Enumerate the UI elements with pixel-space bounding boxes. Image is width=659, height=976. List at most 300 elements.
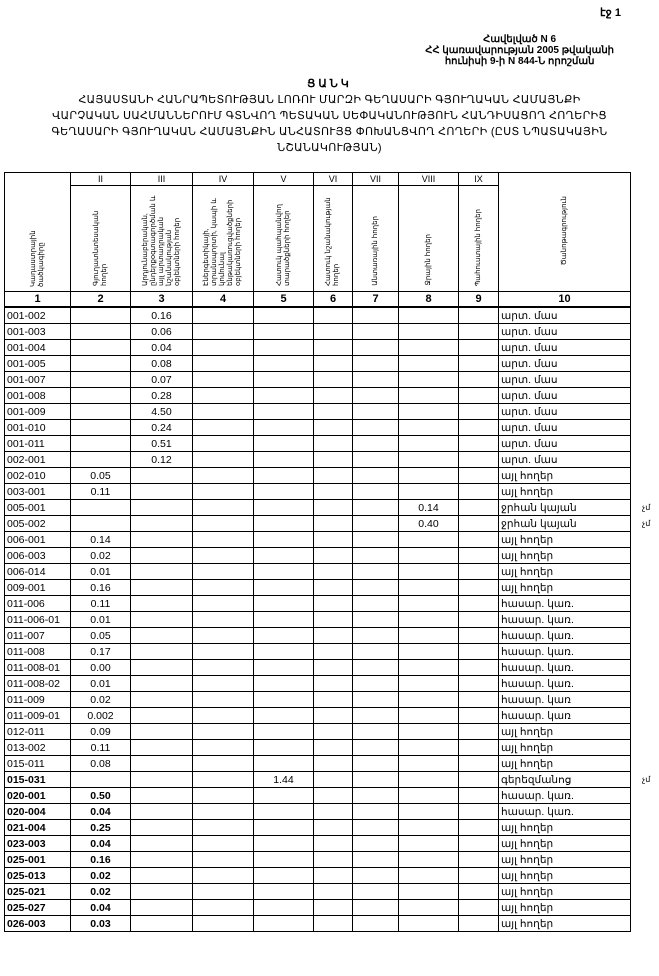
area-value: 0.02 [71, 692, 131, 708]
area-value [399, 756, 459, 772]
area-value [399, 532, 459, 548]
empty-cell [193, 708, 254, 724]
empty-cell [314, 644, 353, 660]
area-value: 0.02 [71, 548, 131, 564]
empty-cell [314, 340, 353, 356]
table-row [5, 516, 631, 532]
area-value [131, 724, 193, 740]
empty-cell [459, 548, 499, 564]
area-value [399, 692, 459, 708]
note-cell: արտ. մաս [499, 388, 631, 404]
header-cell [5, 173, 71, 292]
empty-cell [314, 692, 353, 708]
area-value [131, 644, 193, 660]
area-value [254, 404, 314, 420]
empty-cell [193, 868, 254, 884]
table-row [5, 307, 631, 324]
empty-cell [314, 356, 353, 372]
area-value [131, 884, 193, 900]
empty-cell [314, 580, 353, 596]
note-cell: այլ հողեր [499, 580, 631, 596]
empty-cell [353, 324, 399, 340]
header-cell [254, 186, 314, 292]
empty-cell [459, 708, 499, 724]
cadastral-code: 015-031 [5, 772, 71, 788]
empty-cell [314, 868, 353, 884]
cadastral-code: 005-002 [5, 516, 71, 532]
area-value [254, 436, 314, 452]
table-row [5, 836, 631, 852]
area-value: 0.01 [71, 564, 131, 580]
area-value: 0.01 [71, 676, 131, 692]
area-value: 0.50 [71, 788, 131, 804]
empty-cell [193, 740, 254, 756]
table-row [5, 724, 631, 740]
area-value [254, 324, 314, 340]
cadastral-code: 011-006 [5, 596, 71, 612]
table-row [5, 788, 631, 804]
area-value [71, 356, 131, 372]
area-value: 0.16 [71, 580, 131, 596]
area-value: 0.28 [131, 388, 193, 404]
empty-cell [459, 532, 499, 548]
table-row [5, 660, 631, 676]
side-mark: չմ [642, 502, 651, 512]
empty-cell [314, 532, 353, 548]
cadastral-code: 005-001 [5, 500, 71, 516]
area-value [131, 804, 193, 820]
table-row [5, 676, 631, 692]
area-value [254, 372, 314, 388]
cadastral-code: 013-002 [5, 740, 71, 756]
roman-cell: IX [459, 173, 499, 186]
title-line-1: ՀԱՅԱՍՏԱՆԻ ՀԱՆՐԱՊԵՏՈՒԹՅԱՆ ԼՈՌՈՒ ՄԱՐԶԻ ԳԵՂԱՍԱՐԻ ԳՅՈՒՂԱԿԱՆ ՀԱՄԱՅՆՔԻ [78, 94, 581, 106]
note-cell: արտ. մաս [499, 356, 631, 372]
area-value [71, 516, 131, 532]
cadastral-code: 002-001 [5, 452, 71, 468]
empty-cell [193, 612, 254, 628]
note-cell: այլ հողեր [499, 484, 631, 500]
area-value: 0.02 [71, 884, 131, 900]
empty-cell [193, 692, 254, 708]
empty-cell [459, 307, 499, 324]
empty-cell [353, 484, 399, 500]
title-line-3: ԳԵՂԱՍԱՐԻ ԳՅՈՒՂԱԿԱՆ ՀԱՄԱՅՆՔԻՆ ԱՆՀԱՏՈՒՅՑ ՓՈԽԱՆՑՎՈՂ ՀՈՂԵՐԻ (ԸՍՏ ՆՊԱՏԱԿԱՅԻՆ [51, 126, 608, 138]
header-text: Ջրային հողեր [424, 234, 432, 286]
roman-cell: VII [353, 173, 399, 186]
empty-cell [353, 548, 399, 564]
empty-cell [314, 484, 353, 500]
header-text: Կադաստրային ծածկագիրը [29, 230, 45, 287]
column-number: 3 [131, 292, 193, 308]
area-value [399, 372, 459, 388]
header-text: Անտառային հողեր [371, 216, 379, 286]
empty-cell [459, 372, 499, 388]
header-text: Ծանոթագրություն [560, 196, 568, 266]
empty-cell [193, 804, 254, 820]
land-table [4, 172, 631, 932]
table-row [5, 548, 631, 564]
empty-cell [459, 900, 499, 916]
area-value [254, 596, 314, 612]
area-value [399, 580, 459, 596]
empty-cell [193, 452, 254, 468]
empty-cell [353, 708, 399, 724]
area-value [131, 708, 193, 724]
area-value [254, 420, 314, 436]
note-cell: արտ. մաս [499, 404, 631, 420]
area-value [71, 452, 131, 468]
note-cell: գերեզմանոց [499, 772, 631, 788]
area-value [399, 772, 459, 788]
area-value [71, 436, 131, 452]
title-line-0: ՑԱՆԿ [307, 78, 352, 90]
empty-cell [314, 324, 353, 340]
area-value [71, 404, 131, 420]
note-cell: այլ հողեր [499, 884, 631, 900]
area-value [254, 612, 314, 628]
area-value [131, 612, 193, 628]
area-value [131, 580, 193, 596]
note-cell: հասար. կառ. [499, 612, 631, 628]
column-number: 6 [314, 292, 353, 308]
empty-cell [193, 820, 254, 836]
cadastral-code: 001-009 [5, 404, 71, 420]
cadastral-code: 015-011 [5, 756, 71, 772]
note-cell: արտ. մաս [499, 372, 631, 388]
empty-cell [314, 772, 353, 788]
area-value [254, 820, 314, 836]
area-value [131, 660, 193, 676]
empty-cell [314, 708, 353, 724]
note-cell: այլ հողեր [499, 724, 631, 740]
area-value [399, 596, 459, 612]
empty-cell [353, 596, 399, 612]
document-title [0, 76, 659, 156]
cadastral-code: 012-011 [5, 724, 71, 740]
empty-cell [459, 436, 499, 452]
area-value [254, 852, 314, 868]
area-value: 0.04 [71, 836, 131, 852]
empty-cell [193, 564, 254, 580]
area-value [131, 596, 193, 612]
area-value [254, 916, 314, 932]
header-text: Էներգետիկայի, տրանսպորտի, կապի և կոմունալ ենթակառուցվածքների օբյեկտների հողեր [203, 198, 242, 286]
empty-cell [314, 900, 353, 916]
empty-cell [353, 884, 399, 900]
table-row [5, 436, 631, 452]
note-cell: այլ հողեր [499, 916, 631, 932]
area-value: 0.25 [71, 820, 131, 836]
area-value [254, 900, 314, 916]
area-value [254, 356, 314, 372]
column-number: 2 [71, 292, 131, 308]
empty-cell [193, 356, 254, 372]
area-value: 0.16 [71, 852, 131, 868]
empty-cell [314, 804, 353, 820]
area-value [131, 516, 193, 532]
cadastral-code: 011-008 [5, 644, 71, 660]
area-value [399, 676, 459, 692]
roman-cell: VI [314, 173, 353, 186]
empty-cell [459, 820, 499, 836]
empty-cell [353, 436, 399, 452]
area-value [399, 724, 459, 740]
area-value [254, 484, 314, 500]
area-value [254, 452, 314, 468]
table-row [5, 756, 631, 772]
empty-cell [193, 852, 254, 868]
area-value: 0.16 [131, 307, 193, 324]
empty-cell [459, 740, 499, 756]
empty-cell [353, 500, 399, 516]
area-value [399, 708, 459, 724]
area-value [399, 388, 459, 404]
empty-cell [459, 804, 499, 820]
area-value: 0.00 [71, 660, 131, 676]
table-row [5, 388, 631, 404]
table-row [5, 628, 631, 644]
empty-cell [459, 612, 499, 628]
area-value [254, 884, 314, 900]
header-text: Հատուկ նշանակության հողեր [325, 197, 340, 286]
empty-cell [314, 564, 353, 580]
area-value [399, 404, 459, 420]
area-value [71, 372, 131, 388]
area-value [131, 820, 193, 836]
empty-cell [314, 436, 353, 452]
cadastral-code: 006-014 [5, 564, 71, 580]
empty-cell [459, 580, 499, 596]
area-value [71, 388, 131, 404]
empty-cell [459, 484, 499, 500]
table-row [5, 884, 631, 900]
empty-cell [353, 532, 399, 548]
empty-cell [314, 884, 353, 900]
cadastral-code: 025-021 [5, 884, 71, 900]
area-value [399, 836, 459, 852]
empty-cell [193, 900, 254, 916]
empty-cell [459, 356, 499, 372]
area-value: 0.06 [131, 324, 193, 340]
table-row [5, 596, 631, 612]
cadastral-code: 011-009-01 [5, 708, 71, 724]
cadastral-code: 011-008-02 [5, 676, 71, 692]
area-value: 0.12 [131, 452, 193, 468]
area-value [254, 788, 314, 804]
empty-cell [353, 916, 399, 932]
area-value [131, 564, 193, 580]
area-value [254, 564, 314, 580]
column-number: 1 [5, 292, 71, 308]
empty-cell [353, 388, 399, 404]
empty-cell [314, 388, 353, 404]
area-value [399, 340, 459, 356]
empty-cell [193, 756, 254, 772]
empty-cell [353, 852, 399, 868]
empty-cell [459, 836, 499, 852]
area-value [399, 420, 459, 436]
empty-cell [353, 340, 399, 356]
table-row [5, 852, 631, 868]
table-row [5, 420, 631, 436]
cadastral-code: 001-002 [5, 307, 71, 324]
empty-cell [314, 612, 353, 628]
empty-cell [314, 836, 353, 852]
empty-cell [353, 404, 399, 420]
table-row [5, 356, 631, 372]
area-value [399, 788, 459, 804]
table-row [5, 484, 631, 500]
empty-cell [459, 660, 499, 676]
area-value [254, 628, 314, 644]
roman-cell: VIII [399, 173, 459, 186]
empty-cell [193, 372, 254, 388]
empty-cell [459, 644, 499, 660]
annex-reference [425, 34, 614, 67]
area-value: 0.04 [71, 900, 131, 916]
empty-cell [353, 420, 399, 436]
empty-cell [314, 676, 353, 692]
column-number: 8 [399, 292, 459, 308]
empty-cell [314, 307, 353, 324]
empty-cell [353, 516, 399, 532]
empty-cell [314, 596, 353, 612]
empty-cell [193, 516, 254, 532]
cadastral-code: 001-005 [5, 356, 71, 372]
note-cell: արտ. մաս [499, 420, 631, 436]
empty-cell [353, 900, 399, 916]
table-row [5, 804, 631, 820]
area-value [131, 740, 193, 756]
note-cell: հասար. կառ [499, 708, 631, 724]
note-cell: հասար. կառ. [499, 676, 631, 692]
area-value [254, 804, 314, 820]
area-value [399, 468, 459, 484]
empty-cell [459, 692, 499, 708]
empty-cell [353, 740, 399, 756]
area-value: 0.51 [131, 436, 193, 452]
table-row [5, 820, 631, 836]
area-value [254, 708, 314, 724]
area-value [131, 900, 193, 916]
empty-cell [353, 628, 399, 644]
empty-cell [193, 468, 254, 484]
area-value: 0.11 [71, 596, 131, 612]
cadastral-code: 001-008 [5, 388, 71, 404]
empty-cell [459, 676, 499, 692]
empty-cell [193, 596, 254, 612]
table-row [5, 452, 631, 468]
note-cell: հասար. կառ. [499, 628, 631, 644]
title-line-4: ՆՇԱՆԱԿՈՒԹՅԱՆ) [277, 142, 382, 154]
area-value: 0.24 [131, 420, 193, 436]
empty-cell [314, 916, 353, 932]
cadastral-code: 001-004 [5, 340, 71, 356]
area-value [399, 356, 459, 372]
empty-cell [193, 340, 254, 356]
cadastral-code: 001-010 [5, 420, 71, 436]
note-cell: հասար. կառ. [499, 788, 631, 804]
table-row [5, 340, 631, 356]
cadastral-code: 020-001 [5, 788, 71, 804]
area-value: 0.11 [71, 484, 131, 500]
cadastral-code: 025-001 [5, 852, 71, 868]
empty-cell [353, 612, 399, 628]
column-number: 4 [193, 292, 254, 308]
empty-cell [314, 548, 353, 564]
annex-line-1: Հավելված N 6 [483, 34, 557, 45]
column-number: 7 [353, 292, 399, 308]
note-cell: այլ հողեր [499, 868, 631, 884]
header-text: Գյուղատնտեսական հողեր [92, 210, 108, 286]
empty-cell [314, 852, 353, 868]
area-value [254, 756, 314, 772]
annex-line-3: հունիսի 9-ի N 844-Ն որոշման [444, 56, 595, 67]
cadastral-code: 021-004 [5, 820, 71, 836]
empty-cell [353, 756, 399, 772]
area-value: 0.17 [71, 644, 131, 660]
area-value: 0.08 [131, 356, 193, 372]
cadastral-code: 020-004 [5, 804, 71, 820]
area-value [399, 820, 459, 836]
area-value [71, 420, 131, 436]
cadastral-code: 001-007 [5, 372, 71, 388]
empty-cell [353, 692, 399, 708]
empty-cell [314, 820, 353, 836]
area-value [399, 612, 459, 628]
side-mark: չմ [642, 518, 651, 528]
roman-cell: III [131, 173, 193, 186]
empty-cell [459, 916, 499, 932]
cadastral-code: 003-001 [5, 484, 71, 500]
empty-cell [314, 500, 353, 516]
empty-cell [353, 644, 399, 660]
area-value [399, 916, 459, 932]
side-mark: չմ [642, 774, 651, 784]
roman-cell: IV [193, 173, 254, 186]
table-row [5, 692, 631, 708]
area-value: 0.08 [71, 756, 131, 772]
roman-cell: II [71, 173, 131, 186]
cadastral-code: 023-003 [5, 836, 71, 852]
empty-cell [459, 324, 499, 340]
empty-cell [193, 724, 254, 740]
column-number: 10 [499, 292, 631, 308]
cadastral-code: 011-009 [5, 692, 71, 708]
header-cell [499, 173, 631, 292]
note-cell: հասար. կառ [499, 692, 631, 708]
area-value [254, 836, 314, 852]
header-text: Պահուստային հողեր [474, 208, 482, 286]
note-cell: արտ. մաս [499, 436, 631, 452]
area-value: 0.05 [71, 628, 131, 644]
empty-cell [314, 468, 353, 484]
title-line-2: ՎԱՐՉԱԿԱՆ ՍԱՀՄԱՆՆԵՐՈՒՄ ԳՏՆՎՈՂ ՊԵՏԱԿԱՆ ՍԵՓԱԿԱՆՈՒԹՅՈՒՆ ՀԱՆԴԻՍԱՑՈՂ ՀՈՂԵՐԻՑ [52, 110, 607, 122]
note-cell: այլ հողեր [499, 820, 631, 836]
empty-cell [459, 724, 499, 740]
area-value [254, 340, 314, 356]
area-value [254, 724, 314, 740]
area-value [399, 900, 459, 916]
note-cell: արտ. մաս [499, 452, 631, 468]
area-value [131, 676, 193, 692]
area-value [399, 452, 459, 468]
area-value [254, 660, 314, 676]
empty-cell [193, 420, 254, 436]
empty-cell [459, 452, 499, 468]
empty-cell [314, 628, 353, 644]
